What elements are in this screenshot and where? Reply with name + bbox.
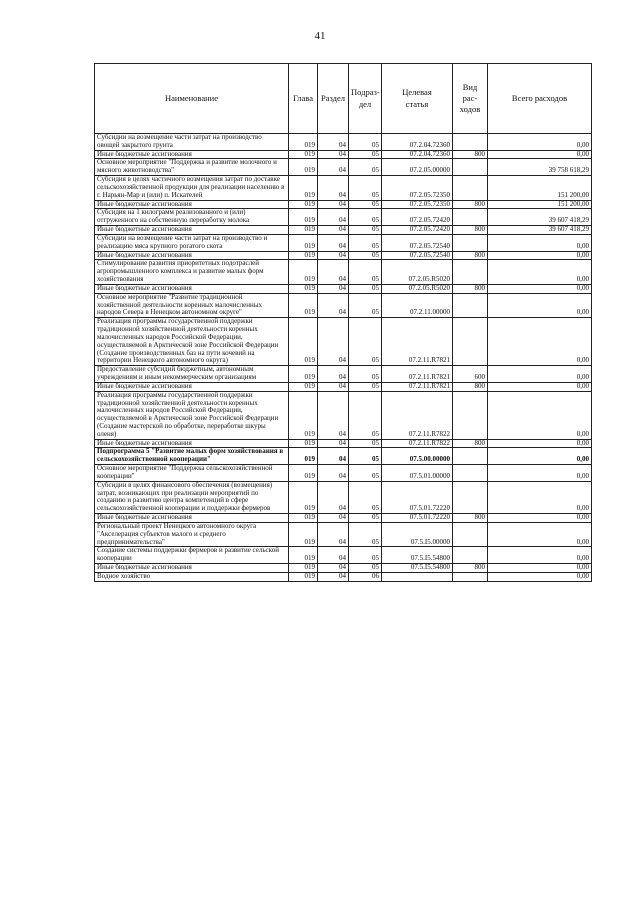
row-section: 04: [318, 234, 349, 251]
table-row: [95, 522, 592, 546]
row-target: 07.2.05.72540: [382, 234, 453, 251]
row-target: 07.5.I5.54800: [382, 547, 453, 564]
row-name: Реализация программы государственной поддержки традиционной хозяйственной деятельности коренных малочисленных народов Российской Федерации, осуществляемой в Арктической зоне Российской Федерации (Создание мастерской по обработке, переработке шкуры оленя): [95, 391, 289, 439]
row-total: 0,00: [488, 234, 592, 251]
table-row: [95, 260, 592, 284]
header-expense-type: Вид рас- ходов: [453, 64, 488, 134]
row-expense-type: [453, 209, 488, 226]
table-row: [95, 318, 592, 366]
row-subsection: 05: [349, 176, 382, 200]
row-subsection: 05: [349, 209, 382, 226]
table-row: [95, 209, 592, 226]
row-section: 04: [318, 150, 349, 159]
row-name: Создание системы поддержки фермеров и развитие сельской кооперации: [95, 547, 289, 564]
row-name: Стимулирование развития приоритетных подотраслей агропромышленного комплекса и развитие малых форм хозяйствования: [95, 260, 289, 284]
table-row: [95, 134, 592, 151]
header-row: [95, 64, 592, 134]
row-section: 04: [318, 260, 349, 284]
row-expense-type: [453, 260, 488, 284]
table-row: [95, 200, 592, 209]
row-section: 04: [318, 159, 349, 176]
row-target: 07.2.05.72350: [382, 200, 453, 209]
row-total: 0,00: [488, 366, 592, 383]
row-subsection: 05: [349, 481, 382, 513]
row-target: 07.5.01.00000: [382, 465, 453, 482]
row-subsection: 05: [349, 251, 382, 260]
row-section: 04: [318, 564, 349, 573]
row-chapter: 019: [289, 159, 318, 176]
header-section: Раздел: [318, 64, 349, 134]
row-chapter: 019: [289, 366, 318, 383]
row-name: Субсидии в целях финансового обеспечения (возмещения) затрат, возникающих при реализации мероприятий по созданию и развитию центра компетенций в сфере сельскохозяйственной кооперации и поддержки фермеров: [95, 481, 289, 513]
table-row: [95, 547, 592, 564]
header-subsection: Подраз- дел: [349, 64, 382, 134]
row-target: 07.2.05.R5020: [382, 260, 453, 284]
row-target: 07.2.05.R5020: [382, 284, 453, 293]
row-target: 07.5.01.72220: [382, 514, 453, 523]
row-subsection: 05: [349, 465, 382, 482]
row-expense-type: [453, 522, 488, 546]
row-chapter: 019: [289, 448, 318, 465]
row-chapter: 019: [289, 134, 318, 151]
row-expense-type: 800: [453, 514, 488, 523]
row-name: Субсидия в целях частичного возмещения затрат по доставке сельскохозяйственной продукции для реализации населению в г. Нарьян-Мар и (или) п. Искателей: [95, 176, 289, 200]
row-subsection: 05: [349, 150, 382, 159]
row-section: 04: [318, 572, 349, 581]
row-expense-type: [453, 481, 488, 513]
table-row: [95, 150, 592, 159]
row-target: 07.5.I5.54800: [382, 564, 453, 573]
row-total: 0,00: [488, 448, 592, 465]
table-row: [95, 448, 592, 465]
row-total: 0,00: [488, 134, 592, 151]
row-subsection: 05: [349, 234, 382, 251]
row-name: Иные бюджетные ассигнования: [95, 284, 289, 293]
row-expense-type: 800: [453, 200, 488, 209]
row-total: 0,00: [488, 260, 592, 284]
row-target: 07.2.05.72350: [382, 176, 453, 200]
header-chapter: Глава: [289, 64, 318, 134]
row-chapter: 019: [289, 547, 318, 564]
row-section: 04: [318, 439, 349, 448]
row-chapter: 019: [289, 150, 318, 159]
row-target: 07.2.05.72420: [382, 226, 453, 235]
row-expense-type: [453, 547, 488, 564]
row-chapter: 019: [289, 465, 318, 482]
row-subsection: 05: [349, 514, 382, 523]
row-subsection: 05: [349, 226, 382, 235]
row-total: 0,00: [488, 547, 592, 564]
row-chapter: 019: [289, 284, 318, 293]
row-subsection: 05: [349, 564, 382, 573]
table-row: [95, 564, 592, 573]
row-total: 39 758 618,29: [488, 159, 592, 176]
table-row: [95, 439, 592, 448]
row-subsection: 05: [349, 448, 382, 465]
row-subsection: 05: [349, 366, 382, 383]
row-total: 0,00: [488, 391, 592, 439]
row-target: [382, 572, 453, 581]
row-expense-type: [453, 572, 488, 581]
row-name: Основное мероприятие "Развитие традиционной хозяйственной деятельности коренных малочисленных народов Севера в Ненецком автономном округе": [95, 293, 289, 317]
row-section: 04: [318, 134, 349, 151]
row-target: 07.2.04.72360: [382, 134, 453, 151]
table-row: [95, 366, 592, 383]
row-expense-type: [453, 159, 488, 176]
row-section: 04: [318, 522, 349, 546]
row-target: 07.2.04.72360: [382, 150, 453, 159]
row-subsection: 05: [349, 159, 382, 176]
header-target: Целевая статья: [382, 64, 453, 134]
row-target: 07.2.11.00000: [382, 293, 453, 317]
row-expense-type: 800: [453, 150, 488, 159]
row-total: 0,00: [488, 284, 592, 293]
row-chapter: 019: [289, 226, 318, 235]
row-total: 0,00: [488, 382, 592, 391]
row-subsection: 05: [349, 134, 382, 151]
row-total: 0,00: [488, 150, 592, 159]
row-total: 0,00: [488, 572, 592, 581]
row-total: 0,00: [488, 465, 592, 482]
table-row: [95, 572, 592, 581]
row-chapter: 019: [289, 318, 318, 366]
row-section: 04: [318, 176, 349, 200]
row-target: 07.5.00.00000: [382, 448, 453, 465]
row-section: 04: [318, 391, 349, 439]
row-total: 0,00: [488, 564, 592, 573]
row-name: Иные бюджетные ассигнования: [95, 564, 289, 573]
row-chapter: 019: [289, 481, 318, 513]
row-total: 0,00: [488, 439, 592, 448]
row-subsection: 05: [349, 200, 382, 209]
row-chapter: 019: [289, 234, 318, 251]
row-subsection: 05: [349, 284, 382, 293]
row-section: 04: [318, 465, 349, 482]
row-total: 0,00: [488, 514, 592, 523]
row-name: Иные бюджетные ассигнования: [95, 226, 289, 235]
row-chapter: 019: [289, 260, 318, 284]
row-name: Субсидии на возмещение части затрат на производство овощей закрытого грунта: [95, 134, 289, 151]
row-chapter: 019: [289, 382, 318, 391]
row-total: 0,00: [488, 481, 592, 513]
row-total: 151 200,00: [488, 176, 592, 200]
row-chapter: 019: [289, 522, 318, 546]
row-total: 0,00: [488, 293, 592, 317]
row-name: Региональный проект Ненецкого автономного округа "Акселерация субъектов малого и среднего предпринимательства": [95, 522, 289, 546]
table-row: [95, 226, 592, 235]
row-target: 07.2.11.R7822: [382, 391, 453, 439]
header-total: Всего расходов: [488, 64, 592, 134]
page-number: 41: [314, 30, 326, 42]
header-name: Наименование: [95, 64, 289, 134]
row-subsection: 05: [349, 547, 382, 564]
row-name: Субсидии на возмещение части затрат на производство и реализацию мяса крупного рогатого скота: [95, 234, 289, 251]
table-row: [95, 514, 592, 523]
table-row: [95, 481, 592, 513]
row-target: 07.2.11.R7822: [382, 439, 453, 448]
table-row: [95, 251, 592, 260]
row-expense-type: [453, 176, 488, 200]
row-expense-type: [453, 391, 488, 439]
row-chapter: 019: [289, 514, 318, 523]
row-subsection: 05: [349, 522, 382, 546]
row-name: Иные бюджетные ассигнования: [95, 150, 289, 159]
row-subsection: 06: [349, 572, 382, 581]
table-row: [95, 234, 592, 251]
row-chapter: 019: [289, 251, 318, 260]
row-total: 39 607 418,29: [488, 226, 592, 235]
row-section: 04: [318, 251, 349, 260]
table-row: [95, 391, 592, 439]
row-subsection: 05: [349, 293, 382, 317]
row-target: 07.5.I5.00000: [382, 522, 453, 546]
row-expense-type: [453, 318, 488, 366]
row-section: 04: [318, 318, 349, 366]
row-section: 04: [318, 284, 349, 293]
row-target: 07.2.05.72420: [382, 209, 453, 226]
row-chapter: 019: [289, 293, 318, 317]
row-name: Иные бюджетные ассигнования: [95, 514, 289, 523]
row-expense-type: 800: [453, 284, 488, 293]
row-target: 07.2.05.00000: [382, 159, 453, 176]
row-total: 0,00: [488, 522, 592, 546]
row-section: 04: [318, 547, 349, 564]
row-expense-type: 800: [453, 226, 488, 235]
row-name: Реализация программы государственной поддержки традиционной хозяйственной деятельности коренных малочисленных народов Российской Федерации, осуществляемой в Арктической зоне Российской Федерации (Создание производственных баз на пути кочевий на территории Ненецкого автономного округа): [95, 318, 289, 366]
row-section: 04: [318, 209, 349, 226]
row-expense-type: [453, 448, 488, 465]
row-chapter: 019: [289, 572, 318, 581]
row-section: 04: [318, 293, 349, 317]
row-chapter: 019: [289, 564, 318, 573]
row-expense-type: [453, 293, 488, 317]
row-subsection: 05: [349, 439, 382, 448]
row-chapter: 019: [289, 439, 318, 448]
row-expense-type: 800: [453, 251, 488, 260]
table-row: [95, 176, 592, 200]
row-section: 04: [318, 366, 349, 383]
row-chapter: 019: [289, 391, 318, 439]
table-row: [95, 284, 592, 293]
row-name: Иные бюджетные ассигнования: [95, 200, 289, 209]
row-section: 04: [318, 226, 349, 235]
row-expense-type: 800: [453, 382, 488, 391]
row-section: 04: [318, 481, 349, 513]
row-target: 07.5.01.72220: [382, 481, 453, 513]
table-row: [95, 159, 592, 176]
row-subsection: 05: [349, 260, 382, 284]
row-total: 39 607 418,29: [488, 209, 592, 226]
table-row: [95, 465, 592, 482]
budget-table: [94, 63, 592, 582]
row-name: Предоставление субсидий бюджетным, автономным учреждениям и иным некоммерческим организациям: [95, 366, 289, 383]
row-expense-type: 600: [453, 366, 488, 383]
row-section: 04: [318, 382, 349, 391]
row-chapter: 019: [289, 209, 318, 226]
row-subsection: 05: [349, 382, 382, 391]
row-name: Водное хозяйство: [95, 572, 289, 581]
row-section: 04: [318, 448, 349, 465]
row-name: Основное мероприятие "Поддержка сельскохозяйственной кооперации": [95, 465, 289, 482]
row-total: 151 200,00: [488, 200, 592, 209]
table-row: [95, 293, 592, 317]
row-total: 0,00: [488, 251, 592, 260]
row-target: 07.2.05.72540: [382, 251, 453, 260]
row-expense-type: 800: [453, 564, 488, 573]
row-name: Иные бюджетные ассигнования: [95, 439, 289, 448]
row-name: Субсидия на 1 килограмм реализованного и (или) отгруженного на собственную переработку молока: [95, 209, 289, 226]
row-section: 04: [318, 200, 349, 209]
row-expense-type: [453, 465, 488, 482]
row-expense-type: [453, 134, 488, 151]
row-section: 04: [318, 514, 349, 523]
row-target: 07.2.11.R7821: [382, 318, 453, 366]
row-name: Иные бюджетные ассигнования: [95, 382, 289, 391]
row-target: 07.2.11.R7821: [382, 366, 453, 383]
row-subsection: 05: [349, 318, 382, 366]
row-name: Иные бюджетные ассигнования: [95, 251, 289, 260]
table-row: [95, 382, 592, 391]
row-expense-type: 800: [453, 439, 488, 448]
row-expense-type: [453, 234, 488, 251]
row-subsection: 05: [349, 391, 382, 439]
row-total: 0,00: [488, 318, 592, 366]
row-chapter: 019: [289, 176, 318, 200]
row-name: Подпрограмма 5 "Развитие малых форм хозяйствования в сельскохозяйственной кооперации": [95, 448, 289, 465]
row-chapter: 019: [289, 200, 318, 209]
row-target: 07.2.11.R7821: [382, 382, 453, 391]
row-name: Основное мероприятие "Поддержка и развитие молочного и мясного животноводства": [95, 159, 289, 176]
